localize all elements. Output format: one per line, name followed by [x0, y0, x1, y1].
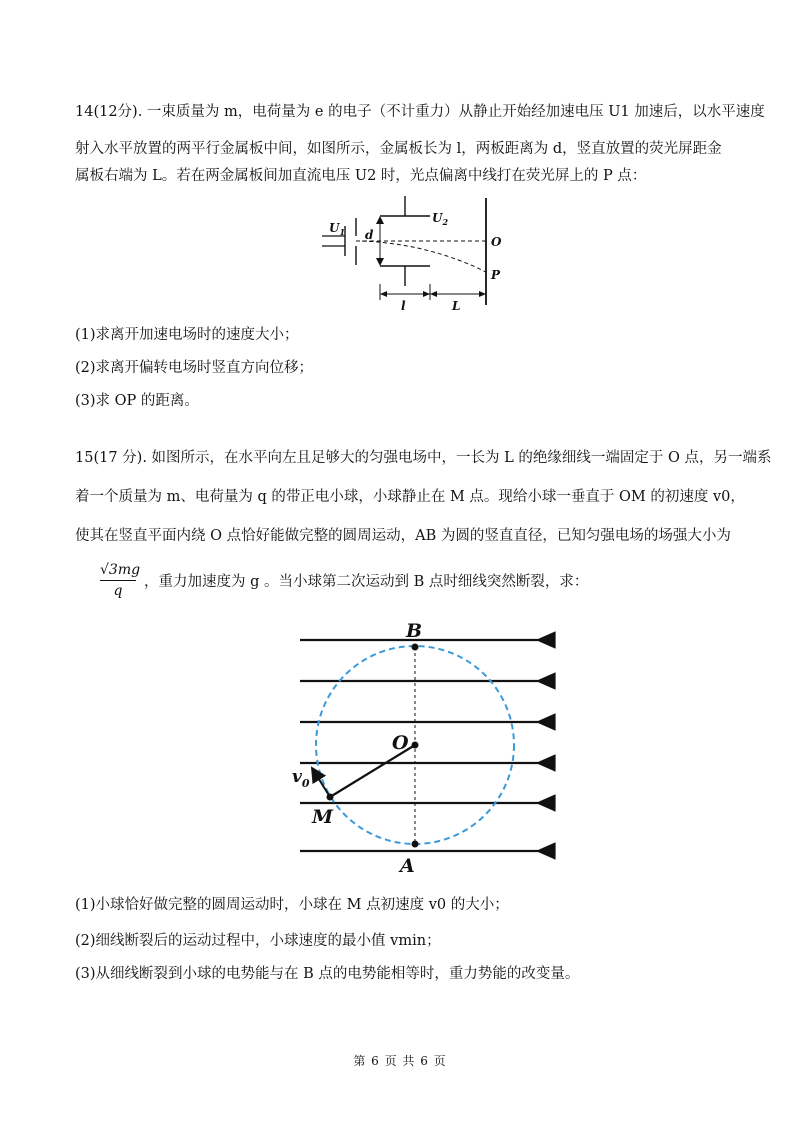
q15-line-4: ，重力加速度为 g 。当小球第二次运动到 B 点时细线突然断裂，求： — [144, 574, 589, 590]
q15-line-2: 着一个质量为 m、电荷量为 q 的带正电小球，小球静止在 M 点。现给小球一垂直于 OM 的初速度 v0， — [75, 489, 745, 505]
label-L: L — [452, 299, 461, 313]
fraction-numerator: √3mg — [100, 562, 136, 581]
page-footer: 第 6 页 共 6 页 — [353, 1054, 447, 1068]
velocity-v0-arrow — [312, 768, 330, 797]
label-B: B — [406, 620, 423, 642]
q14-line-2: 射入水平放置的两平行金属板中间，如图所示，金属板长为 l，两板距离为 d，竖直放置的荧光屏距金 — [75, 141, 722, 157]
point-A — [412, 841, 419, 848]
label-U2: $U_2$ — [432, 211, 449, 227]
label-A: A — [400, 855, 415, 877]
q14-line-1: 14(12分). 一束质量为 m，电荷量为 e 的电子（不计重力）从静止开始经加速电压 U1 加速后，以水平速度 — [75, 104, 765, 120]
label-v0: $v_0$ — [292, 767, 310, 790]
q15-sub-1: (1)小球恰好做完整的圆周运动时，小球在 M 点初速度 v0 的大小； — [75, 897, 509, 913]
q15-line-1: 15(17 分). 如图所示，在水平向左且足够大的匀强电场中，一长为 L 的绝缘细线一端固定于 O 点，另一端系 — [75, 450, 772, 466]
q14-sub-2: (2)求离开偏转电场时竖直方向位移； — [75, 360, 314, 376]
point-B — [412, 644, 419, 651]
label-O: O — [392, 732, 409, 754]
label-M: M — [312, 806, 334, 828]
label-U1: $U_1$ — [329, 221, 346, 237]
label-d: d — [365, 228, 374, 242]
q14-sub-3: (3)求 OP 的距离。 — [75, 393, 199, 409]
q14-sub-1: (1)求离开加速电场时的速度大小； — [75, 327, 299, 343]
label-O: O — [491, 235, 502, 249]
q15-sub-2: (2)细线断裂后的运动过程中，小球速度的最小值 vmin； — [75, 933, 441, 949]
q14-line-3: 属板右端为 L。若在两金属板间加直流电压 U2 时，光点偏离中线打在荧光屏上的 P 点： — [75, 168, 647, 184]
q15-line-3: 使其在竖直平面内绕 O 点恰好能做完整的圆周运动，AB 为圆的竖直直径，已知匀强电场的场强大小为 — [75, 528, 731, 544]
fraction-denominator: q — [113, 583, 123, 599]
label-l: l — [401, 299, 406, 313]
q15-sub-3: (3)从细线断裂到小球的电势能与在 B 点的电势能相等时，重力势能的改变量。 — [75, 966, 580, 982]
label-P: P — [491, 268, 501, 282]
